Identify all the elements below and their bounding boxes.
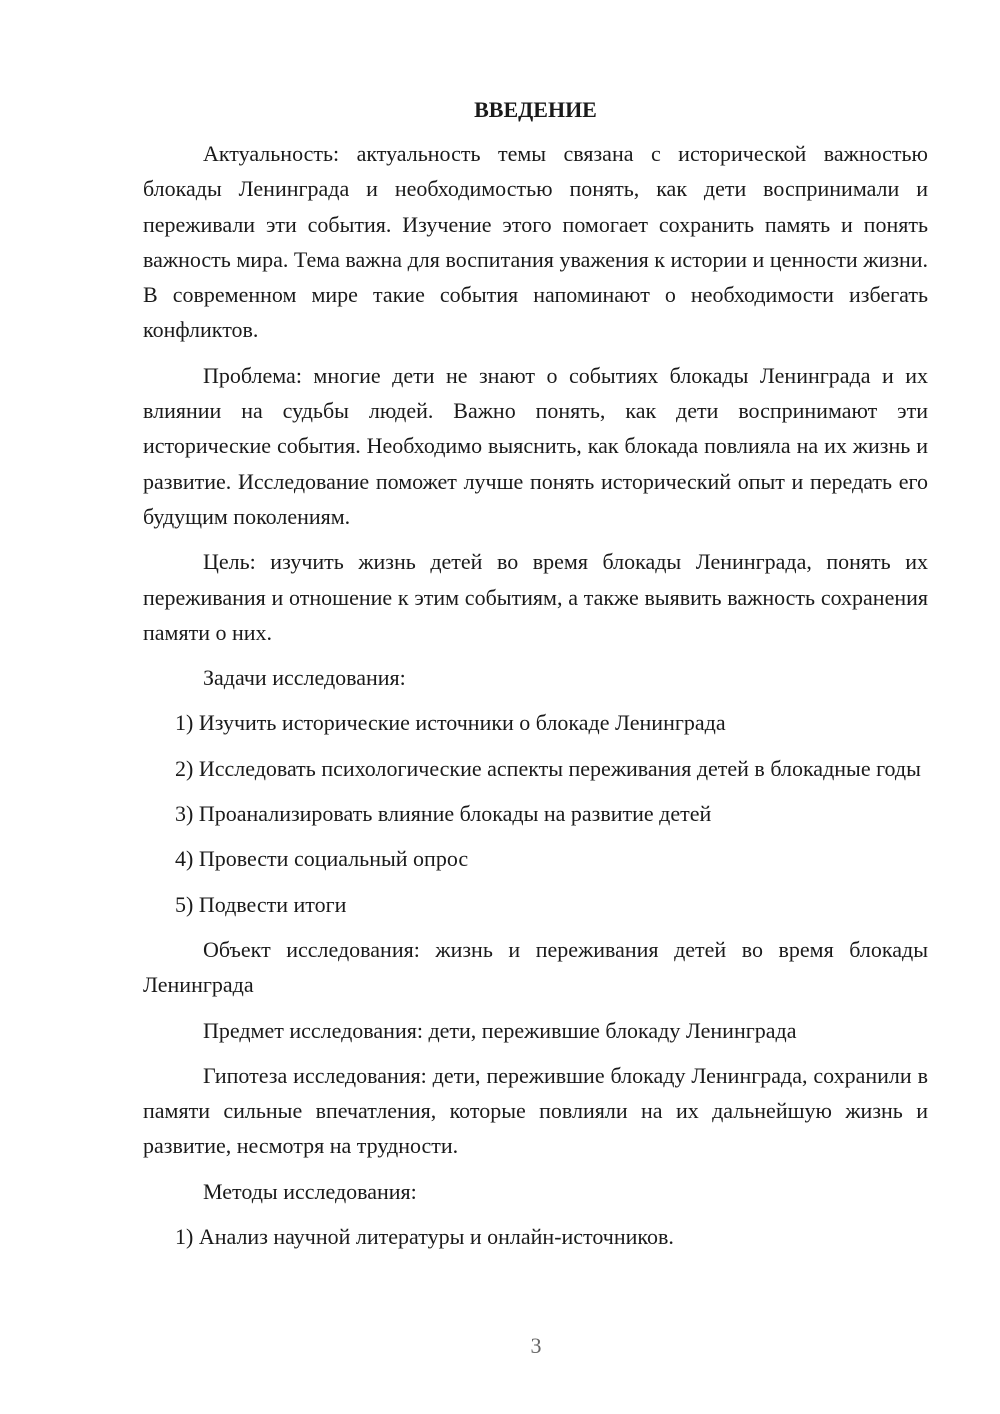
methods-heading: Методы исследования: bbox=[203, 1178, 417, 1204]
task-item: 2) Исследовать психологические аспекты переживания детей в блокадные годы bbox=[175, 755, 921, 781]
paragraph-relevance: Актуальность: актуальность темы связана с исторической важностью блокады Ленинграда и необходимостью понять, как дети воспринимали и переживали эти события. Изучение этого помогает сохранить память и понять важность мира. Тема важна для воспитания уважения к истории и ценности жизни. В современном мире такие события напоминают о необходимости избегать конфликтов. bbox=[143, 141, 928, 343]
page-number: 3 bbox=[530, 1333, 542, 1358]
paragraph-hypothesis: Гипотеза исследования: дети, пережившие блокаду Ленинграда, сохранили в памяти сильные впечатления, которые повлияли на их дальнейшую жизнь и развитие, несмотря на трудности. bbox=[143, 1062, 928, 1159]
method-item: 1) Анализ научной литературы и онлайн-источников. bbox=[175, 1224, 674, 1250]
paragraph-object: Объект исследования: жизнь и переживания детей во время блокады Ленинграда bbox=[143, 936, 928, 998]
paragraph-subject: Предмет исследования: дети, пережившие блокаду Ленинграда bbox=[203, 1017, 797, 1043]
task-item: 5) Подвести итоги bbox=[175, 891, 347, 917]
page-content bbox=[143, 92, 928, 1264]
paragraph-goal: Цель: изучить жизнь детей во время блокады Ленинграда, понять их переживания и отношение к этим событиям, а также выявить важность сохранения памяти о них. bbox=[143, 549, 928, 645]
tasks-heading: Задачи исследования: bbox=[203, 665, 406, 691]
page-title: ВВЕДЕНИЕ bbox=[474, 97, 597, 122]
task-item: 4) Провести социальный опрос bbox=[175, 846, 469, 872]
task-item: 1) Изучить исторические источники о блокаде Ленинграда bbox=[175, 710, 726, 736]
paragraph-problem: Проблема: многие дети не знают о событиях блокады Ленинграда и их влиянии на судьбы людей. Важно понять, как дети воспринимают эти исторические события. Необходимо выяснить, как блокада повлияла на их жизнь и развитие. Исследование поможет лучше понять исторический опыт и передать его будущим поколениям. bbox=[143, 362, 928, 529]
task-item: 3) Проанализировать влияние блокады на развитие детей bbox=[175, 801, 712, 827]
